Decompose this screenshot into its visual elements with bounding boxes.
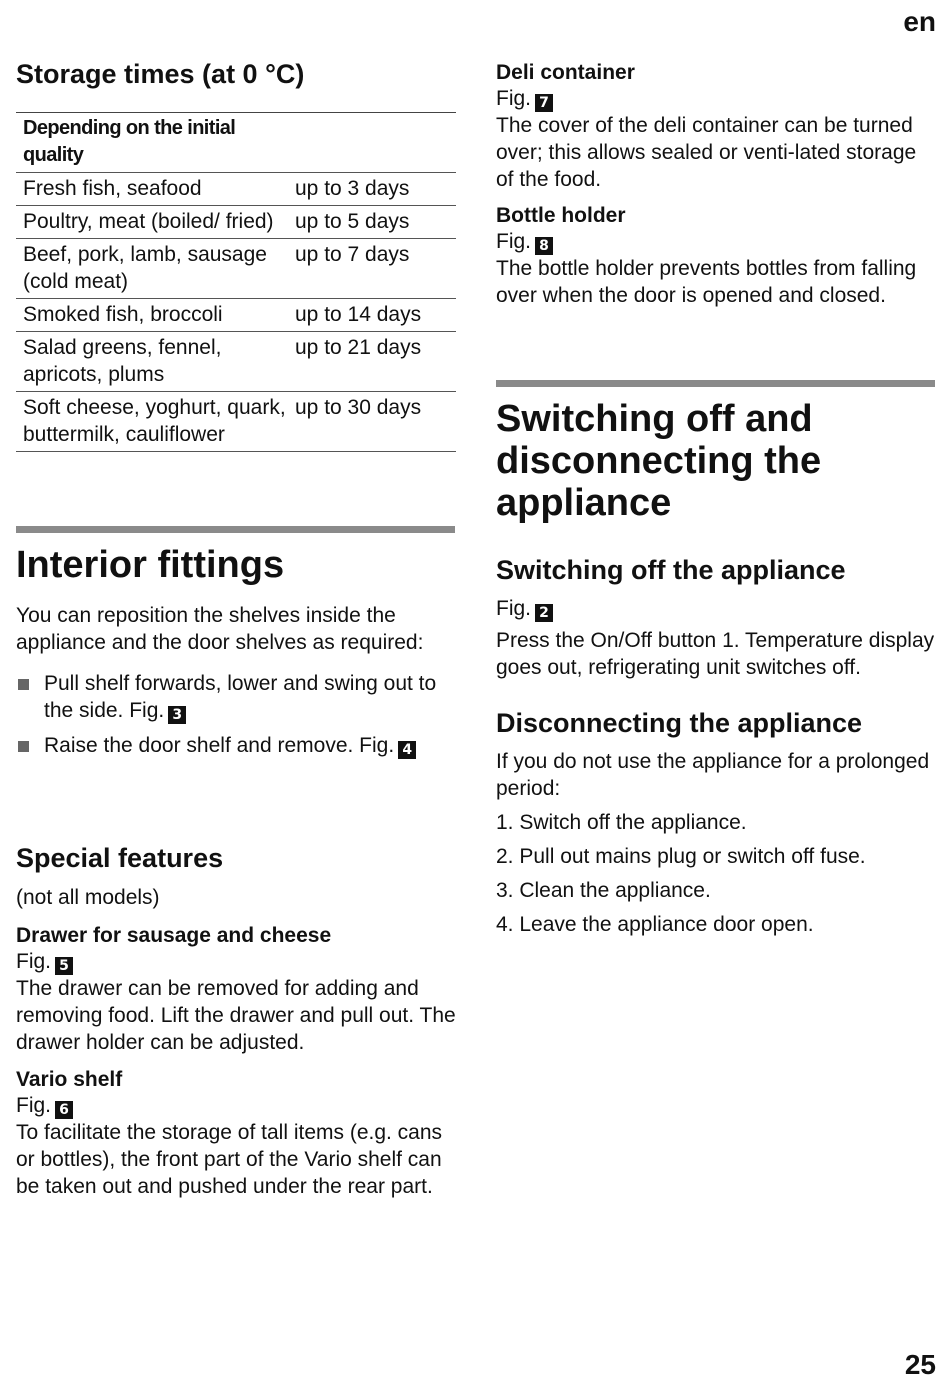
list-item: 1. Switch off the appliance. bbox=[496, 811, 747, 834]
bullet-square-icon bbox=[18, 679, 29, 690]
drawer-text: The drawer can be removed for adding and removing food. Lift the drawer and pull out. The drawer holder can be adjusted. bbox=[16, 977, 456, 1054]
table-header-row bbox=[16, 113, 456, 173]
section-divider bbox=[496, 380, 935, 387]
disconnect-title: Disconnecting the appliance bbox=[496, 708, 863, 738]
deli-section bbox=[496, 61, 936, 309]
figure-number-badge: 3 bbox=[168, 706, 186, 724]
page-number: 25 bbox=[904, 1349, 936, 1380]
section-divider bbox=[16, 526, 455, 533]
storage-section bbox=[16, 58, 456, 90]
storage-time: up to 7 days bbox=[288, 239, 456, 299]
table-row bbox=[16, 332, 456, 392]
list-item: Raise the door shelf and remove. Fig. 4 bbox=[16, 732, 456, 759]
storage-time: up to 21 days bbox=[288, 332, 456, 392]
table-row bbox=[16, 206, 456, 239]
storage-item: Beef, pork, lamb, sausage (cold meat) bbox=[16, 239, 288, 299]
vario-fig: Fig. 6 bbox=[16, 1092, 456, 1119]
drawer-fig: Fig. 5 bbox=[16, 948, 456, 975]
figure-number-badge: 7 bbox=[535, 94, 553, 112]
list-item: 4. Leave the appliance door open. bbox=[496, 913, 814, 936]
storage-item: Salad greens, fennel, apricots, plums bbox=[16, 332, 288, 392]
list-item: Pull shelf forwards, lower and swing out to the side. Fig. 3 bbox=[16, 670, 456, 724]
switching-title: Switching off and disconnecting the appliance bbox=[496, 398, 822, 524]
bottle-text: The bottle holder prevents bottles from falling over when the door is opened and closed. bbox=[496, 257, 917, 307]
switch-off-fig: Fig. 2 bbox=[496, 595, 936, 622]
switch-off-text: Press the On/Off button 1. Temperature display goes out, refrigerating unit switches off. bbox=[496, 629, 935, 679]
storage-time: up to 30 days bbox=[288, 392, 456, 452]
storage-time: up to 3 days bbox=[288, 173, 456, 206]
storage-item: Soft cheese, yoghurt, quark, buttermilk, cauliflower bbox=[16, 392, 288, 452]
figure-number-badge: 4 bbox=[398, 741, 416, 759]
vario-title: Vario shelf bbox=[16, 1068, 123, 1091]
table-row bbox=[16, 392, 456, 452]
special-note: (not all models) bbox=[16, 886, 160, 909]
figure-number-badge: 5 bbox=[55, 957, 73, 975]
storage-table bbox=[16, 112, 456, 452]
figure-number-badge: 6 bbox=[55, 1101, 73, 1119]
special-section bbox=[16, 842, 456, 1200]
interior-intro: You can reposition the shelves inside the appliance and the door shelves as required: bbox=[16, 604, 424, 654]
bottle-fig: Fig. 8 bbox=[496, 228, 936, 255]
storage-item: Poultry, meat (boiled/ fried) bbox=[16, 206, 288, 239]
storage-item: Fresh fish, seafood bbox=[16, 173, 288, 206]
storage-time: up to 5 days bbox=[288, 206, 456, 239]
table-row bbox=[16, 173, 456, 206]
table-header: Depending on the initial quality bbox=[16, 113, 288, 173]
special-title: Special features bbox=[16, 843, 224, 873]
language-code: en bbox=[903, 6, 936, 37]
figure-number-badge: 2 bbox=[535, 604, 553, 622]
figure-number-badge: 8 bbox=[535, 237, 553, 255]
bullet-square-icon bbox=[18, 741, 29, 752]
storage-title: Storage times (at 0 °C) bbox=[16, 59, 305, 89]
bottle-title: Bottle holder bbox=[496, 204, 626, 227]
storage-time: up to 14 days bbox=[288, 299, 456, 332]
interior-list bbox=[16, 670, 456, 759]
interior-section bbox=[16, 544, 456, 767]
storage-table-wrap bbox=[16, 112, 456, 452]
disconnect-steps bbox=[496, 809, 936, 938]
disconnect-intro: If you do not use the appliance for a prolonged period: bbox=[496, 750, 930, 800]
storage-item: Smoked fish, broccoli bbox=[16, 299, 288, 332]
table-row bbox=[16, 239, 456, 299]
switch-off-title: Switching off the appliance bbox=[496, 555, 846, 585]
deli-fig: Fig. 7 bbox=[496, 85, 936, 112]
switching-section bbox=[496, 398, 936, 945]
drawer-title: Drawer for sausage and cheese bbox=[16, 924, 332, 947]
table-row bbox=[16, 299, 456, 332]
list-item: 3. Clean the appliance. bbox=[496, 879, 711, 902]
deli-text: The cover of the deli container can be turned over; this allows sealed or venti-lated storage of the food. bbox=[496, 114, 917, 191]
list-item: 2. Pull out mains plug or switch off fuse. bbox=[496, 845, 866, 868]
vario-text: To facilitate the storage of tall items (e.g. cans or bottles), the front part of the Vario shelf can be taken out and pushed under the rear part. bbox=[16, 1121, 443, 1198]
deli-title: Deli container bbox=[496, 61, 635, 84]
interior-title: Interior fittings bbox=[16, 544, 285, 586]
